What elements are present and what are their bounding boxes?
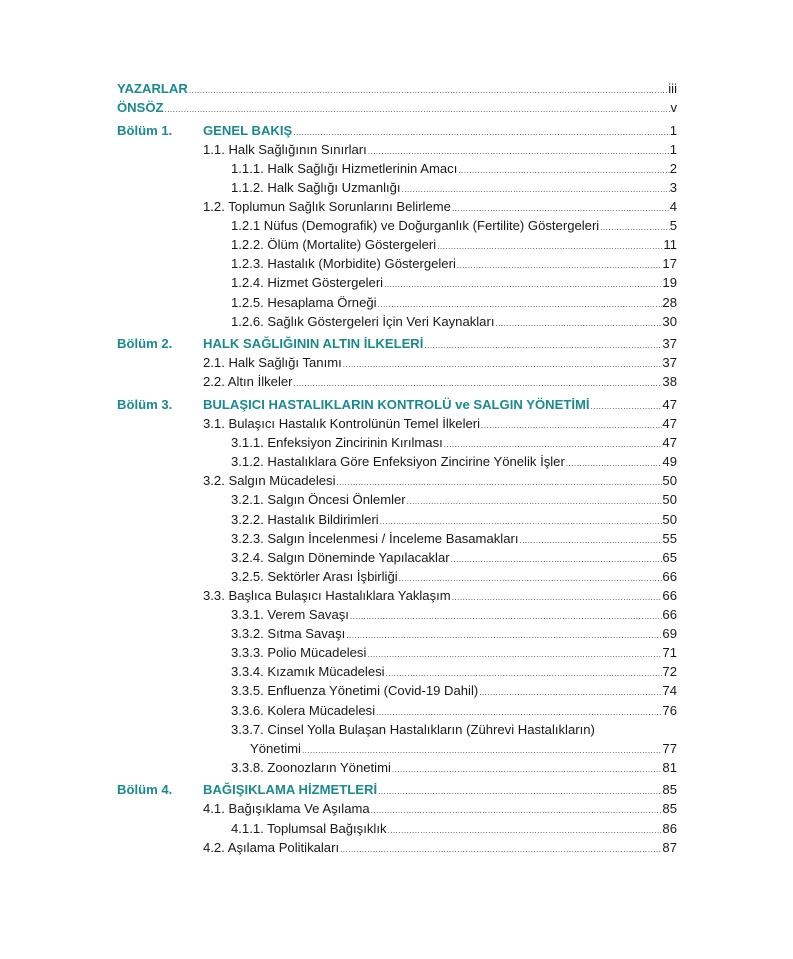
toc-page-number: 11: [663, 237, 677, 253]
dot-leader: [293, 374, 663, 393]
toc-entry-title: 3.3.2. Sıtma Savaşı: [231, 626, 346, 642]
toc-page-number: 4: [669, 199, 677, 215]
toc-entry-title: 3.2.5. Sektörler Arası İşbirliği: [231, 568, 398, 584]
toc-page-number: 47: [662, 435, 677, 451]
toc-page-number: 87: [662, 839, 677, 855]
toc-page-number: 85: [662, 801, 677, 817]
toc-entry[interactable]: [117, 159, 677, 178]
toc-entry[interactable]: [117, 372, 677, 391]
toc-entry-title: 3.3.8. Zoonozların Yönetimi: [231, 759, 391, 775]
toc-entry[interactable]: [117, 140, 677, 159]
toc-entry[interactable]: [117, 312, 677, 331]
toc-entry-title: 1.2.1 Nüfus (Demografik) ve Doğurganlık (Fertilite) Göstergeleri: [231, 218, 600, 234]
toc-page-number: 50: [662, 473, 677, 489]
toc-entry-title: 1.1.2. Halk Sağlığı Uzmanlığı: [231, 179, 401, 195]
toc-entry-title: 3.1.1. Enfeksiyon Zincirinin Kırılması: [231, 435, 443, 451]
toc-page-number: 5: [669, 218, 677, 234]
toc-entry[interactable]: [117, 216, 677, 235]
toc-entry-title: 3.3.7. Cinsel Yolla Bulaşan Hastalıkların (Zührevi Hastalıkların): [231, 721, 595, 737]
toc-page-number: 69: [662, 626, 677, 642]
toc-entry[interactable]: [117, 681, 677, 700]
toc-entry[interactable]: [117, 121, 677, 140]
toc-entry[interactable]: [117, 178, 677, 197]
toc-page-number: 37: [662, 355, 677, 371]
toc-entry[interactable]: [117, 643, 677, 662]
toc-entry-title: 1.2.5. Hesaplama Örneği: [231, 294, 377, 310]
toc-page-number: 74: [662, 683, 677, 699]
chapter-label: Bölüm 4.: [117, 782, 173, 798]
toc-page-number: 2: [669, 160, 677, 176]
toc-page-number: 19: [662, 275, 677, 291]
toc-entry-title: 3.3.6. Kolera Mücadelesi: [231, 702, 376, 718]
toc-page-number: 37: [662, 336, 677, 352]
toc-page-number: 86: [662, 820, 677, 836]
toc-page-number: 77: [662, 740, 677, 756]
toc-entry[interactable]: [117, 471, 677, 490]
toc-entry[interactable]: [117, 197, 677, 216]
toc-page-number: 3: [669, 179, 677, 195]
toc-entry-title: 2.2. Altın İlkeler: [203, 374, 293, 390]
toc-page-number: 1: [669, 122, 677, 138]
toc-entry-title: 3.3.4. Kızamık Mücadelesi: [231, 664, 385, 680]
toc-entry[interactable]: [117, 548, 677, 567]
toc-entry[interactable]: [117, 235, 677, 254]
dot-leader: [391, 760, 663, 779]
toc-page-number: 49: [662, 454, 677, 470]
toc-entry-title: 4.1.1. Toplumsal Bağışıklık: [231, 820, 387, 836]
toc-page-number: 47: [662, 397, 677, 412]
toc-entry-title: BAĞIŞIKLAMA HİZMETLERİ: [203, 782, 378, 798]
toc-entry-title: 3.2.4. Salgın Döneminde Yapılacaklar: [231, 549, 450, 565]
toc-entry[interactable]: [117, 79, 677, 98]
toc-entry[interactable]: [117, 334, 677, 353]
toc-entry[interactable]: [117, 758, 677, 777]
toc-entry[interactable]: [117, 701, 677, 720]
toc-entry-title: 3.2. Salgın Mücadelesi: [203, 473, 336, 489]
toc-entry[interactable]: [117, 819, 677, 838]
toc-page-number: 65: [662, 549, 677, 565]
toc-page-number: 71: [662, 645, 677, 661]
toc-entry[interactable]: [117, 586, 677, 605]
toc-page-number: 30: [662, 313, 677, 329]
toc-page-number: 66: [662, 587, 677, 603]
toc-page-number: 1: [669, 141, 677, 157]
toc-entry[interactable]: [117, 799, 677, 818]
toc-entry[interactable]: [117, 273, 677, 292]
toc-entry-title: 3.1.2. Hastalıklara Göre Enfeksiyon Zincirine Yönelik İşler: [231, 454, 565, 470]
toc-entry-title: 1.2.2. Ölüm (Mortalite) Göstergeleri: [231, 237, 437, 253]
toc-entry-title: 4.1. Bağışıklama Ve Aşılama: [203, 801, 370, 817]
toc-entry-title: Yönetimi: [250, 740, 301, 756]
toc-entry[interactable]: [117, 739, 677, 758]
toc-page-number: 28: [662, 294, 677, 310]
toc-entry[interactable]: [117, 490, 677, 509]
toc-page-number: v: [670, 100, 677, 116]
toc-entry[interactable]: [117, 510, 677, 529]
toc-entry-title: 3.3.3. Polio Mücadelesi: [231, 645, 367, 661]
toc-entry-title: 1.2.4. Hizmet Göstergeleri: [231, 275, 384, 291]
toc-page-number: 66: [662, 568, 677, 584]
toc-page-number: 76: [662, 702, 677, 718]
toc-entry[interactable]: [117, 780, 677, 799]
toc-entry[interactable]: [117, 624, 677, 643]
toc-entry-title: BULAŞICI HASTALIKLARIN KONTROLÜ ve SALGIN YÖNETİMİ: [203, 397, 590, 412]
toc-entry-title: YAZARLAR: [117, 81, 188, 96]
toc-entry[interactable]: [117, 529, 677, 548]
toc-page-number: 50: [662, 492, 677, 508]
toc-entry[interactable]: [117, 720, 677, 739]
toc-page-number: iii: [668, 81, 677, 96]
toc-entry-title: 1.1. Halk Sağlığının Sınırları: [203, 141, 367, 157]
toc-entry[interactable]: [117, 662, 677, 681]
toc-entry-title: 1.1.1. Halk Sağlığı Hizmetlerinin Amacı: [231, 160, 458, 176]
toc-entry-title: GENEL BAKIŞ: [203, 122, 293, 138]
toc-page-number: 55: [662, 530, 677, 546]
toc-entry-title: 3.2.2. Hastalık Bildirimleri: [231, 511, 379, 527]
toc-entry-title: HALK SAĞLIĞININ ALTIN İLKELERİ: [203, 336, 424, 352]
toc-entry[interactable]: [117, 395, 677, 414]
chapter-label: Bölüm 3.: [117, 397, 173, 412]
toc-entry-title: 3.3.5. Enfluenza Yönetimi (Covid-19 Dahil): [231, 683, 479, 699]
dot-leader: [494, 314, 662, 333]
chapter-label: Bölüm 2.: [117, 336, 173, 352]
toc-entry-title: 1.2.3. Hastalık (Morbidite) Göstergeleri: [231, 256, 456, 272]
dot-leader: [339, 840, 662, 859]
toc-entry[interactable]: [117, 254, 677, 273]
toc-entry[interactable]: [117, 838, 677, 857]
toc-entry-title: 3.2.3. Salgın İncelenmesi / İnceleme Basamakları: [231, 530, 519, 546]
toc-entry-title: 3.3.1. Verem Savaşı: [231, 607, 349, 623]
toc-page-number: 81: [662, 759, 677, 775]
table-of-contents: [117, 79, 677, 857]
toc-entry[interactable]: [117, 605, 677, 624]
chapter-label: Bölüm 1.: [117, 122, 173, 138]
toc-entry-title: 1.2.6. Sağlık Göstergeleri İçin Veri Kaynakları: [231, 313, 495, 329]
toc-page-number: 17: [662, 256, 677, 272]
toc-entry[interactable]: [117, 433, 677, 452]
toc-entry-title: 3.2.1. Salgın Öncesi Önlemler: [231, 492, 406, 508]
toc-entry[interactable]: [117, 98, 677, 117]
toc-page-number: 66: [662, 607, 677, 623]
dot-leader: [164, 100, 671, 119]
toc-entry-title: 1.2. Toplumun Sağlık Sorunlarını Belirleme: [203, 199, 451, 215]
toc-entry[interactable]: [117, 452, 677, 471]
toc-page-number: 38: [662, 374, 677, 390]
toc-page-number: 50: [662, 511, 677, 527]
toc-entry[interactable]: [117, 293, 677, 312]
toc-page-number: 47: [662, 416, 677, 432]
toc-entry-title: ÖNSÖZ: [117, 100, 164, 116]
toc-page-number: 85: [662, 782, 677, 798]
toc-entry[interactable]: [117, 414, 677, 433]
toc-entry-title: 4.2. Aşılama Politikaları: [203, 839, 340, 855]
toc-entry[interactable]: [117, 567, 677, 586]
toc-entry-title: 3.1. Bulaşıcı Hastalık Kontrolünün Temel İlkeleri: [203, 416, 481, 432]
toc-entry-title: 2.1. Halk Sağlığı Tanımı: [203, 355, 342, 371]
toc-page-number: 72: [662, 664, 677, 680]
toc-entry[interactable]: [117, 353, 677, 372]
toc-entry-title: 3.3. Başlıca Bulaşıcı Hastalıklara Yaklaşım: [203, 587, 451, 603]
